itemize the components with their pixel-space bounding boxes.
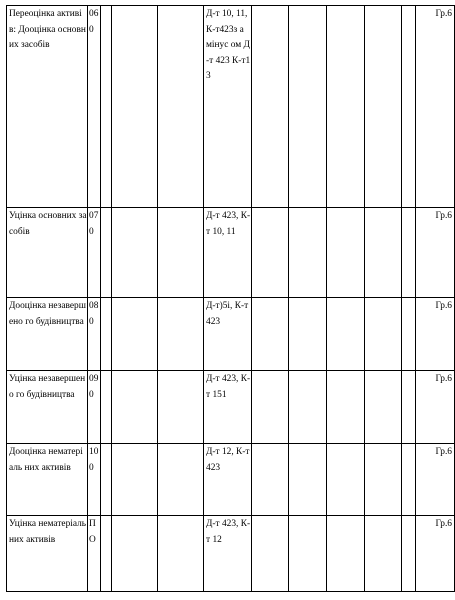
empty-cell [101, 444, 112, 516]
empty-cell [402, 444, 416, 516]
row-entry-cell: Д-т 12, К-т 423 [204, 444, 252, 516]
row-name-cell: Дооцінка незавершено го будівництва [7, 298, 88, 371]
row-code-cell: 090 [88, 371, 101, 444]
row-group-cell: Гр.6 [416, 298, 455, 371]
empty-cell [158, 208, 204, 298]
row-group-cell: Гр.6 [416, 444, 455, 516]
empty-cell [327, 371, 365, 444]
empty-cell [327, 444, 365, 516]
empty-cell [252, 298, 289, 371]
empty-cell [101, 6, 112, 208]
table-row [7, 371, 455, 444]
empty-cell [327, 6, 365, 208]
row-group-cell: Гр.6 [416, 371, 455, 444]
row-entry-cell: Д-т 423, К-т 151 [204, 371, 252, 444]
row-name-cell: Переоцінка активів: Дооцінка основних засобів [7, 6, 88, 208]
row-code-cell: 080 [88, 298, 101, 371]
empty-cell [252, 444, 289, 516]
row-group-cell: Гр.6 [416, 516, 455, 592]
row-code-cell: ПО [88, 516, 101, 592]
empty-cell [402, 298, 416, 371]
accounting-table [6, 5, 455, 592]
empty-cell [158, 444, 204, 516]
empty-cell [158, 298, 204, 371]
empty-cell [252, 371, 289, 444]
table-row [7, 298, 455, 371]
empty-cell [289, 516, 327, 592]
row-code-cell: 100 [88, 444, 101, 516]
empty-cell [402, 371, 416, 444]
empty-cell [252, 208, 289, 298]
empty-cell [402, 208, 416, 298]
empty-cell [158, 371, 204, 444]
empty-cell [365, 298, 402, 371]
empty-cell [289, 6, 327, 208]
row-entry-cell: Д-т 10, 11, К-т423з а мінус ом Д-т 423 К-т13 [204, 6, 252, 208]
row-code-cell: 060 [88, 6, 101, 208]
empty-cell [327, 208, 365, 298]
empty-cell [158, 6, 204, 208]
empty-cell [327, 516, 365, 592]
empty-cell [101, 516, 112, 592]
empty-cell [365, 371, 402, 444]
empty-cell [289, 208, 327, 298]
empty-cell [327, 298, 365, 371]
empty-cell [112, 6, 158, 208]
empty-cell [101, 298, 112, 371]
empty-cell [112, 298, 158, 371]
row-code-cell: 070 [88, 208, 101, 298]
empty-cell [402, 516, 416, 592]
empty-cell [112, 208, 158, 298]
empty-cell [252, 516, 289, 592]
empty-cell [252, 6, 289, 208]
table-row [7, 208, 455, 298]
row-name-cell: Дооцінка нематеріаль них активів [7, 444, 88, 516]
table-row [7, 6, 455, 208]
empty-cell [112, 516, 158, 592]
row-entry-cell: Д-т 423, К-т 12 [204, 516, 252, 592]
empty-cell [365, 444, 402, 516]
empty-cell [101, 208, 112, 298]
row-group-cell: Гр.6 [416, 208, 455, 298]
table-row [7, 444, 455, 516]
empty-cell [365, 6, 402, 208]
table-row [7, 516, 455, 592]
row-entry-cell: Д-т)5і, К-т 423 [204, 298, 252, 371]
row-name-cell: Уцінка нематеріаль них активів [7, 516, 88, 592]
empty-cell [289, 298, 327, 371]
empty-cell [402, 6, 416, 208]
row-name-cell: Уцінка незавершено го будівництва [7, 371, 88, 444]
empty-cell [365, 516, 402, 592]
empty-cell [289, 444, 327, 516]
empty-cell [101, 371, 112, 444]
empty-cell [158, 516, 204, 592]
empty-cell [112, 444, 158, 516]
empty-cell [365, 208, 402, 298]
empty-cell [289, 371, 327, 444]
empty-cell [112, 371, 158, 444]
row-name-cell: Уцінка основних засобів [7, 208, 88, 298]
row-group-cell: Гр.6 [416, 6, 455, 208]
row-entry-cell: Д-т 423, К-т 10, 11 [204, 208, 252, 298]
